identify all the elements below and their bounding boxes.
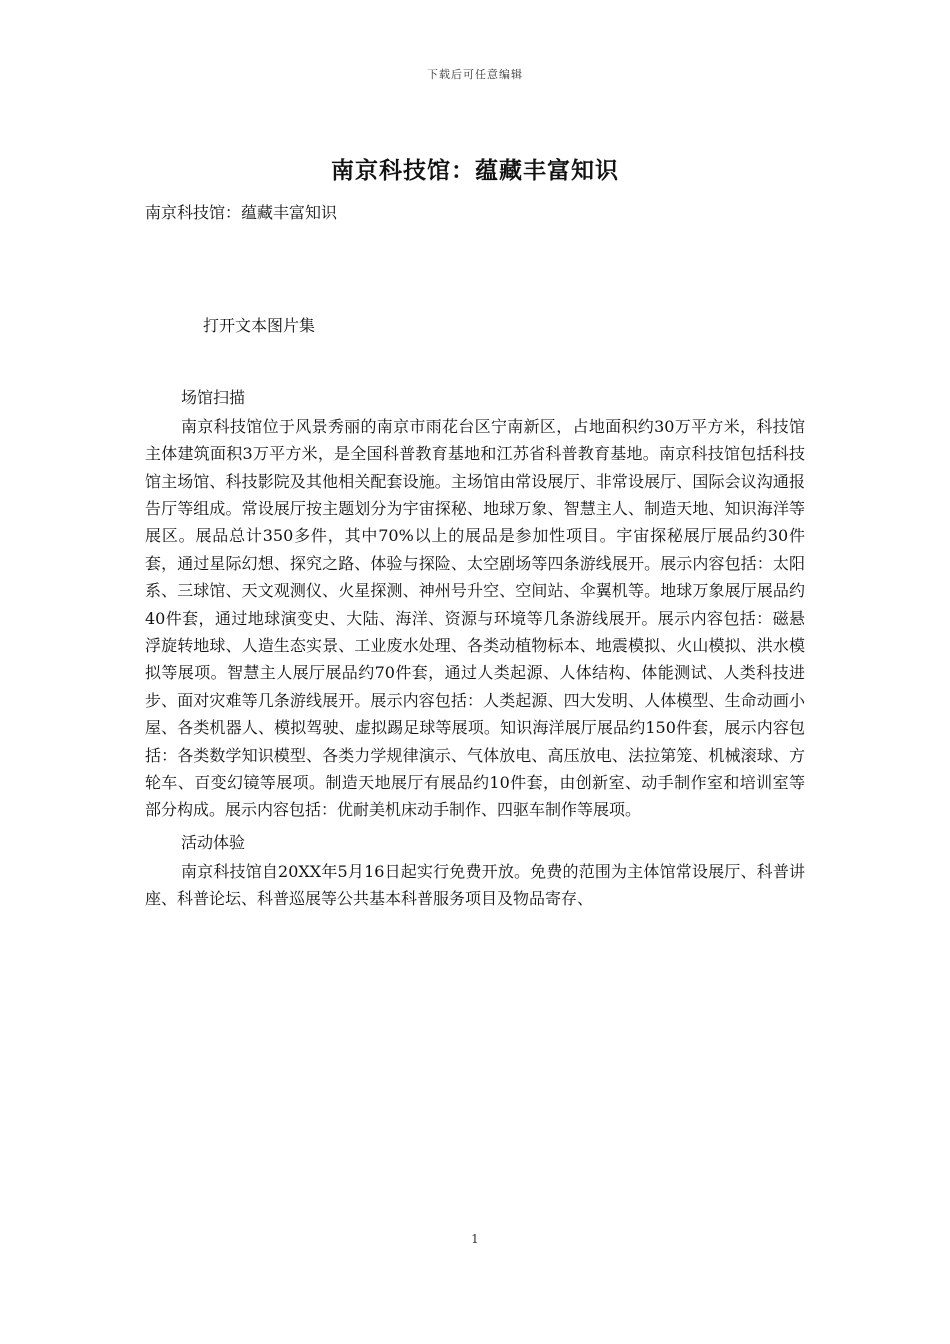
document-subtitle: 南京科技馆：蕴藏丰富知识 (145, 203, 338, 222)
section-heading-venue-scan: 场馆扫描 (181, 388, 246, 407)
open-image-gallery-link[interactable]: 打开文本图片集 (203, 316, 316, 335)
page-header-note: 下载后可任意编辑 (427, 68, 523, 81)
section-paragraph-activity-experience: 南京科技馆自20XX年5月16日起实行免费开放。免费的范围为主体馆常设展厅、科普讲座、科普论坛、科普巡展等公共基本科普服务项目及物品寄存、 (145, 861, 805, 909)
document-body (145, 384, 805, 913)
section-paragraph-venue-scan: 南京科技馆位于风景秀丽的南京市雨花台区宁南新区，占地面积约30万平方米，科技馆主体建筑面积3万平方米，是全国科普教育基地和江苏省科普教育基地。南京科技馆包括科技馆主场馆、科技影院及其他相关配套设施。主场馆由常设展厅、非常设展厅、国际会议沟通报告厅等组成。常设展厅按主题划分为宇宙探秘、地球万象、智慧主人、制造天地、知识海洋等展区。展品总计350多件，其中70%以上的展品是参加性项目。宇宙探秘展厅展品约30件套，通过星际幻想、探究之路、体验与探险、太空剧场等四条游线展开。展示内容包括：太阳系、三球馆、天文观测仪、火星探测、神州号升空、空间站、伞翼机等。地球万象展厅展品约40件套，通过地球演变史、大陆、海洋、资源与环境等几条游线展开。展示内容包括：磁悬浮旋转地球、人造生态实景、工业废水处理、各类动植物标本、地震模拟、火山模拟、洪水模拟等展项。智慧主人展厅展品约70件套，通过人类起源、人体结构、体能测试、人类科技进步、面对灾难等几条游线展开。展示内容包括：人类起源、四大发明、人体模型、生命动画小屋、各类机器人、模拟驾驶、虚拟踢足球等展项。知识海洋展厅展品约150件套，展示内容包括：各类数学知识模型、各类力学规律演示、气体放电、高压放电、法拉第笼、机械滚球、方轮车、百变幻镜等展项。制造天地展厅有展品约10件套，由创新室、动手制作室和培训室等部分构成。展示内容包括：优耐美机床动手制作、四驱车制作等展项。 (145, 416, 805, 820)
page-number: 1 (471, 1232, 479, 1246)
document-title: 南京科技馆：蕴藏丰富知识 (331, 157, 619, 184)
section-heading-activity-experience: 活动体验 (181, 832, 246, 852)
